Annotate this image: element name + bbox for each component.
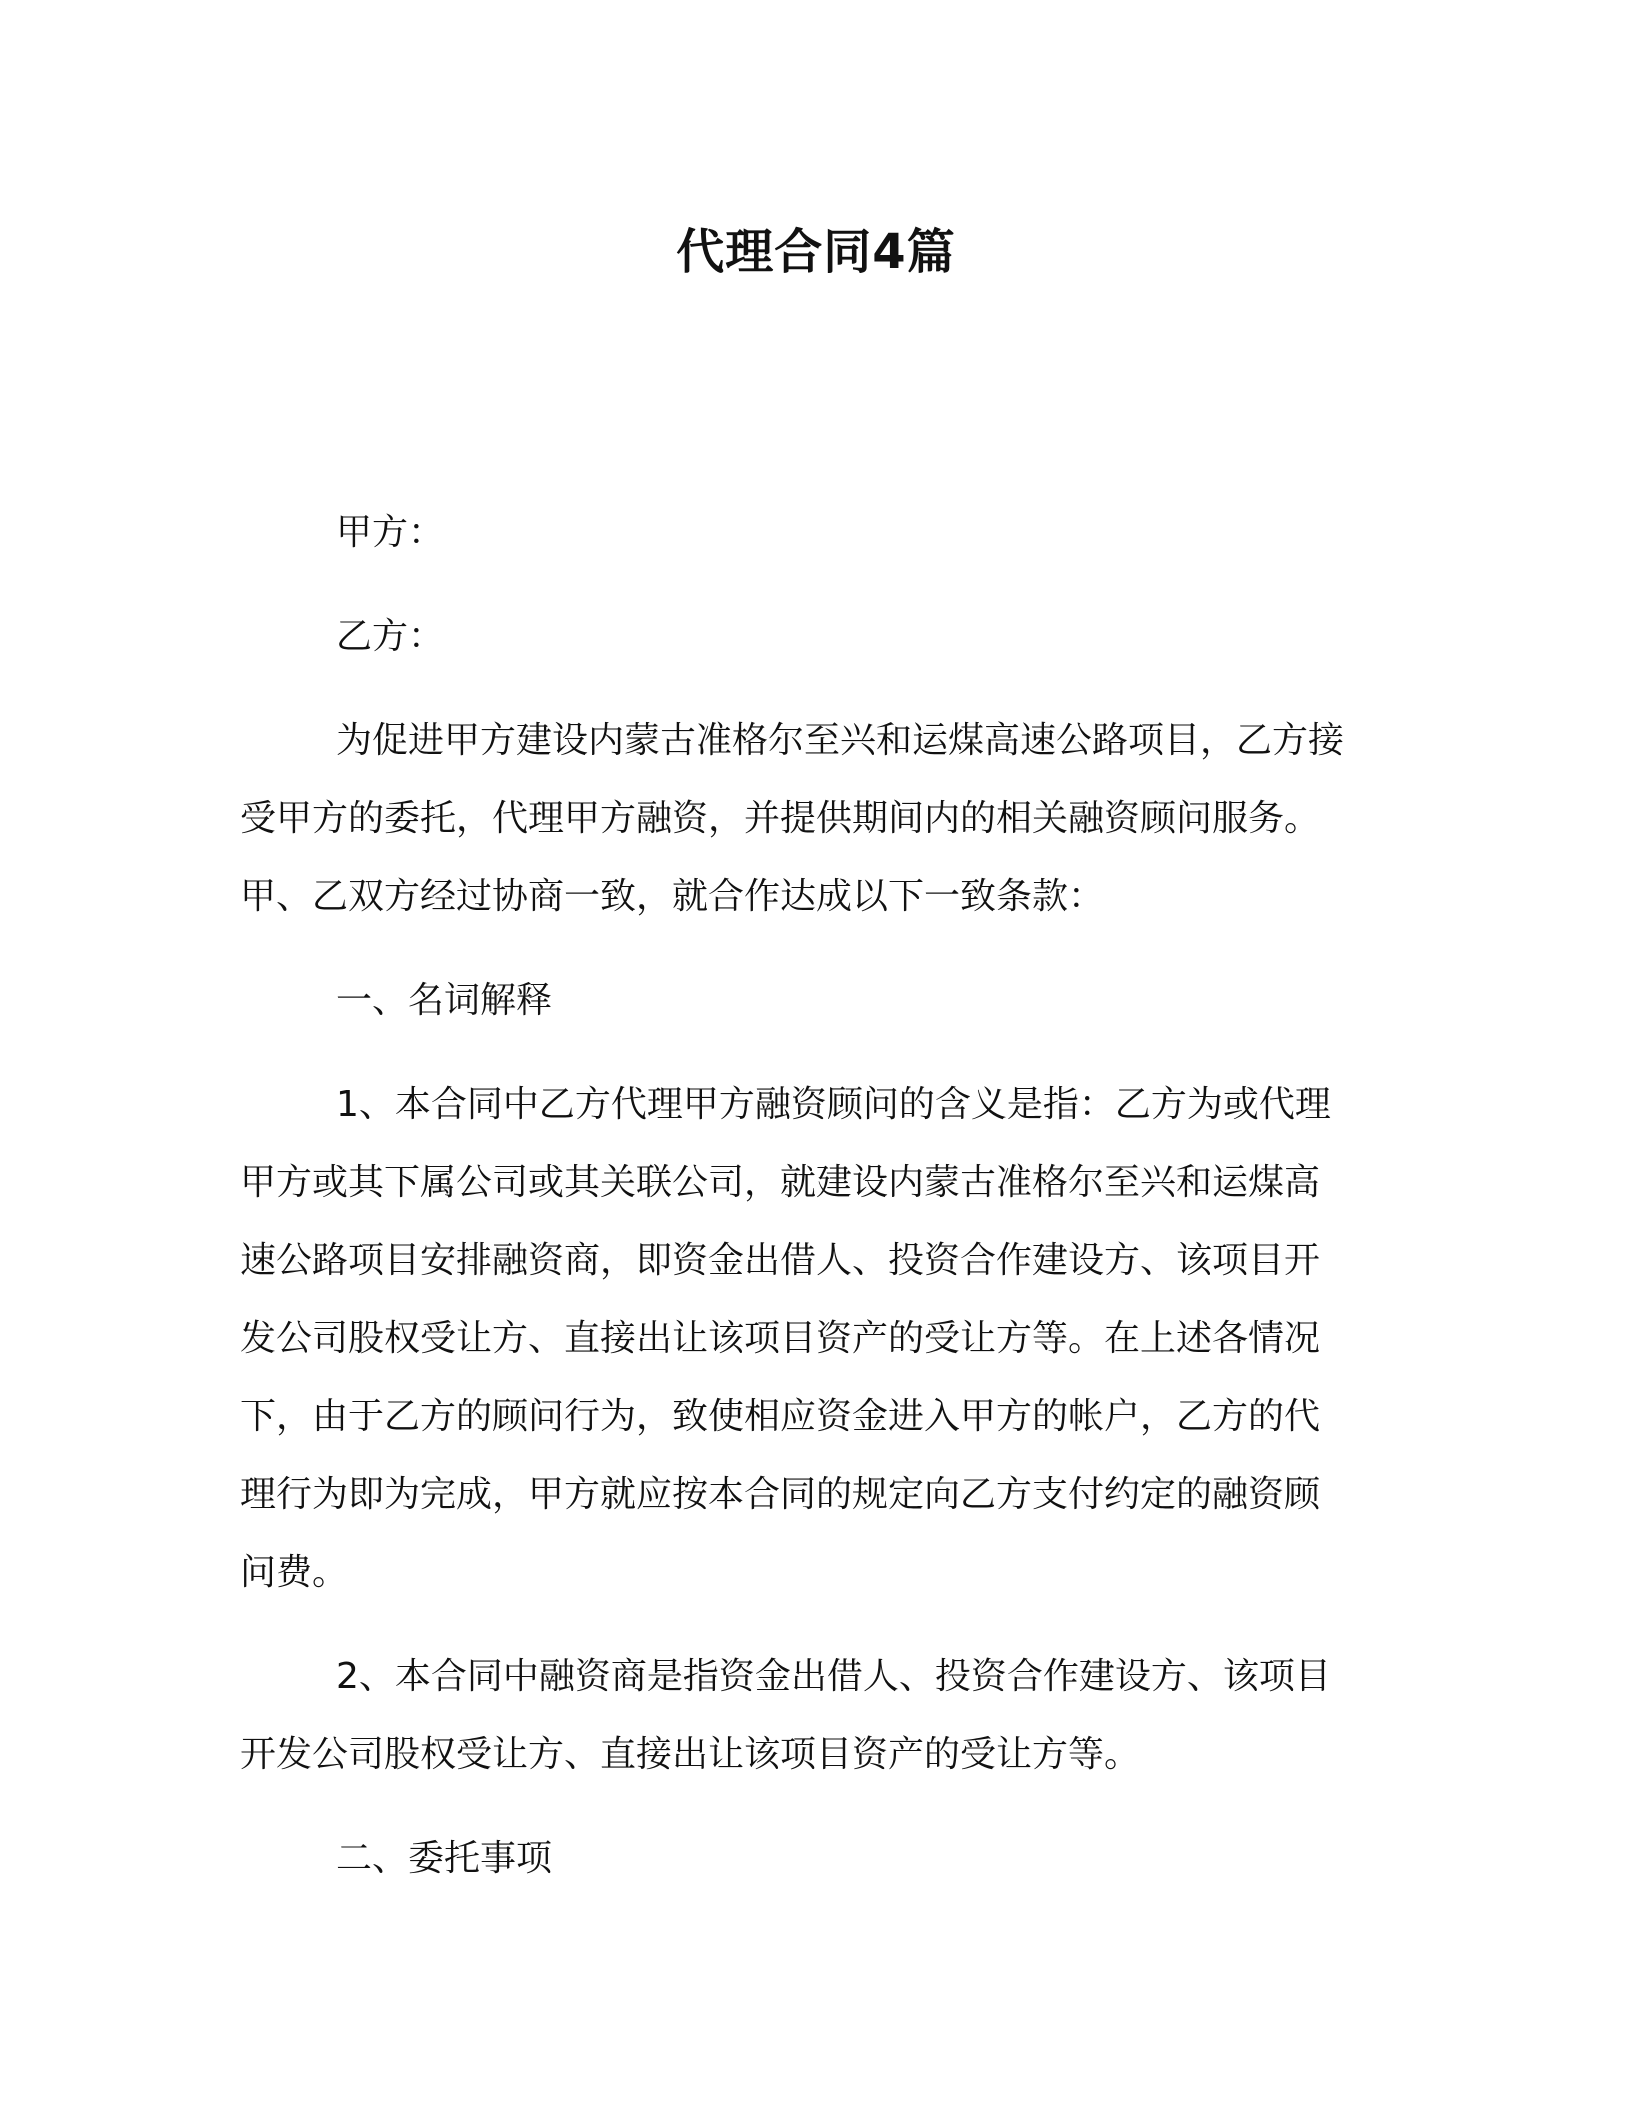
- document-title: 代理合同4篇: [676, 224, 956, 280]
- clause-1-line: 下，由于乙方的顾问行为，致使相应资金进入甲方的帐户，乙方的代: [240, 1396, 1321, 1437]
- clause-1-line: 理行为即为完成，甲方就应按本合同的规定向乙方支付约定的融资顾: [240, 1474, 1321, 1515]
- section-heading: 一、名词解释: [336, 980, 553, 1021]
- clause-1-line: 问费。: [240, 1552, 349, 1593]
- intro-paragraph: [240, 702, 1374, 936]
- clause-1-paragraph: [240, 1066, 1374, 1612]
- document-body: [240, 494, 1374, 1898]
- clause-1-line: 甲方或其下属公司或其关联公司，就建设内蒙古准格尔至兴和运煤高: [240, 1162, 1321, 1203]
- clause-1-line: 发公司股权受让方、直接出让该项目资产的受让方等。在上述各情况: [240, 1318, 1321, 1359]
- party-a-line: 甲方：: [336, 512, 445, 553]
- clause-2-line: 2、本合同中融资商是指资金出借人、投资合作建设方、该项目: [336, 1656, 1331, 1697]
- intro-line: 为促进甲方建设内蒙古准格尔至兴和运煤高速公路项目，乙方接: [336, 720, 1345, 761]
- intro-line: 受甲方的委托，代理甲方融资，并提供期间内的相关融资顾问服务。: [240, 798, 1321, 839]
- clause-2-paragraph: [240, 1638, 1374, 1794]
- clause-1-line: 1、本合同中乙方代理甲方融资顾问的含义是指：乙方为或代理: [336, 1084, 1331, 1125]
- clause-1-line: 速公路项目安排融资商，即资金出借人、投资合作建设方、该项目开: [240, 1240, 1321, 1281]
- clause-2-line: 开发公司股权受让方、直接出让该项目资产的受让方等。: [240, 1734, 1141, 1775]
- intro-line: 甲、乙双方经过协商一致，就合作达成以下一致条款：: [240, 876, 1105, 917]
- party-b-line: 乙方：: [336, 616, 445, 657]
- section-heading: 二、委托事项: [336, 1838, 553, 1879]
